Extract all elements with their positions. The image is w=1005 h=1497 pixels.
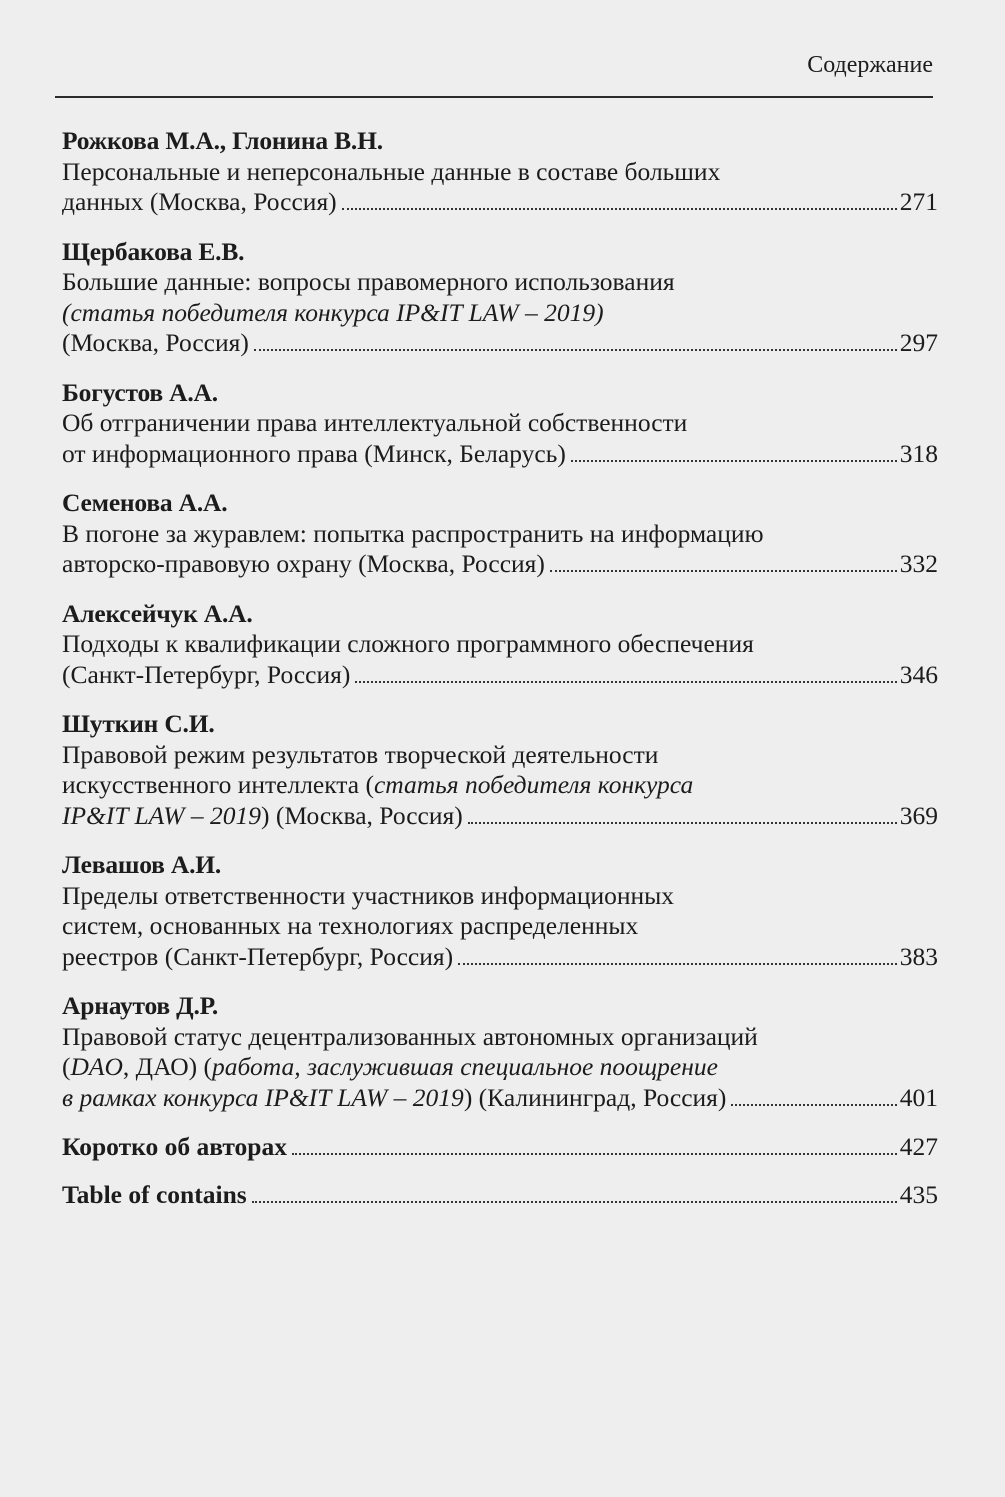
- toc-title-italic: в рамках конкурса IP&IT LAW – 2019: [62, 1082, 464, 1112]
- running-header: Содержание: [807, 52, 933, 78]
- toc-section-label: Коротко об авторах: [62, 1132, 287, 1161]
- toc-entry[interactable]: [62, 488, 938, 580]
- toc-leader-line: [62, 942, 938, 973]
- toc-author: Арнаутов Д.Р.: [62, 991, 219, 1020]
- toc-leader-line: [62, 1132, 938, 1163]
- toc-page-number: 297: [899, 328, 938, 357]
- toc-author: Шуткин С.И.: [62, 709, 215, 738]
- toc-title-line: (Москва, Россия): [62, 328, 249, 357]
- toc-title-line: авторско-правовую охрану (Москва, Россия): [62, 549, 545, 578]
- toc-entry[interactable]: [62, 126, 938, 218]
- toc-leader-line: [62, 549, 938, 580]
- toc-page-number: 332: [899, 549, 938, 578]
- toc-title-line: [62, 770, 938, 801]
- dot-leader: [550, 570, 897, 572]
- toc-author: Щербакова Е.В.: [62, 236, 245, 266]
- toc-author: Семенова А.А.: [62, 488, 228, 517]
- toc-entry[interactable]: [62, 991, 938, 1113]
- toc-list: [62, 126, 938, 1229]
- toc-author: Богустов А.А.: [62, 377, 218, 407]
- dot-leader: [252, 1201, 897, 1203]
- toc-title-line: Об отграничении права интеллектуальной собственности: [62, 408, 688, 437]
- toc-author: Рожкова М.А., Глонина В.Н.: [62, 126, 383, 155]
- toc-entry[interactable]: [62, 850, 938, 972]
- toc-title-text: (: [62, 1052, 71, 1081]
- toc-entry[interactable]: [62, 378, 938, 470]
- header-rule: [55, 96, 933, 98]
- toc-section-label: Table of contains: [62, 1179, 247, 1209]
- toc-title-italic: DAO: [70, 1052, 123, 1081]
- toc-entry[interactable]: [62, 709, 938, 831]
- toc-page-number: 435: [899, 1179, 938, 1209]
- toc-page-number: 369: [899, 800, 938, 830]
- toc-title-line: Персональные и неперсональные данные в составе больших: [62, 156, 721, 186]
- dot-leader: [355, 681, 896, 683]
- toc-title-line: Пределы ответственности участников информационных: [62, 880, 675, 910]
- dot-leader: [468, 822, 897, 824]
- toc-page-number: 383: [899, 941, 938, 971]
- toc-entry[interactable]: [62, 599, 938, 691]
- toc-title-line: реестров (Санкт-Петербург, Россия): [62, 941, 454, 971]
- toc-author: Алексейчук А.А.: [62, 598, 253, 628]
- toc-title-line: Подходы к квалификации сложного программного обеспечения: [62, 629, 754, 658]
- toc-title-text: искусственного интеллекта (: [62, 770, 374, 799]
- toc-title-italic: статья победителя конкурса: [373, 770, 694, 799]
- toc-title-line: от информационного права (Минск, Беларусь): [62, 438, 566, 468]
- toc-page-number: 427: [899, 1132, 938, 1161]
- toc-title-line: (статья победителя конкурса IP&IT LAW – 2019): [62, 297, 604, 327]
- dot-leader: [571, 460, 897, 462]
- toc-leader-line: [62, 1180, 938, 1211]
- toc-page-number: 346: [899, 659, 938, 689]
- toc-author: Левашов А.И.: [62, 850, 222, 879]
- toc-title-line: [62, 801, 463, 832]
- toc-leader-line: [62, 439, 938, 470]
- toc-title-line: (Санкт-Петербург, Россия): [62, 659, 351, 689]
- toc-leader-line: [62, 801, 938, 832]
- toc-leader-line: [62, 328, 938, 359]
- toc-page-number: 271: [899, 187, 938, 216]
- toc-leader-line: [62, 1083, 938, 1114]
- toc-leader-line: [62, 187, 938, 218]
- toc-title-line: Большие данные: вопросы правомерного использования: [62, 267, 675, 296]
- toc-page-number: 318: [899, 438, 938, 468]
- dot-leader: [254, 349, 897, 351]
- toc-entry-table-of-contents[interactable]: [62, 1180, 938, 1211]
- toc-title-line: систем, основанных на технологиях распределенных: [62, 911, 639, 940]
- toc-title-line: данных (Москва, Россия): [62, 187, 337, 216]
- toc-title-italic: работа, заслужившая специальное поощрение: [212, 1052, 718, 1081]
- toc-title-line: [62, 1083, 726, 1114]
- toc-title-italic: IP&IT LAW – 2019: [62, 800, 262, 830]
- dot-leader: [342, 208, 897, 210]
- toc-page-number: 401: [899, 1082, 938, 1112]
- dot-leader: [731, 1104, 896, 1106]
- toc-entry[interactable]: [62, 237, 938, 359]
- toc-title-text: ) (Москва, Россия): [261, 800, 463, 830]
- toc-title-line: [62, 1052, 938, 1083]
- toc-title-text: , ДАО) (: [122, 1052, 212, 1081]
- toc-entry-authors[interactable]: [62, 1132, 938, 1163]
- toc-title-line: В погоне за журавлем: попытка распространить на информацию: [62, 518, 764, 548]
- toc-title-text: ) (Калининград, Россия): [463, 1082, 727, 1112]
- toc-leader-line: [62, 660, 938, 691]
- toc-title-line: Правовой статус децентрализованных автономных организаций: [62, 1021, 758, 1051]
- toc-title-line: Правовой режим результатов творческой деятельности: [62, 739, 659, 769]
- dot-leader: [458, 963, 897, 965]
- dot-leader: [292, 1153, 897, 1155]
